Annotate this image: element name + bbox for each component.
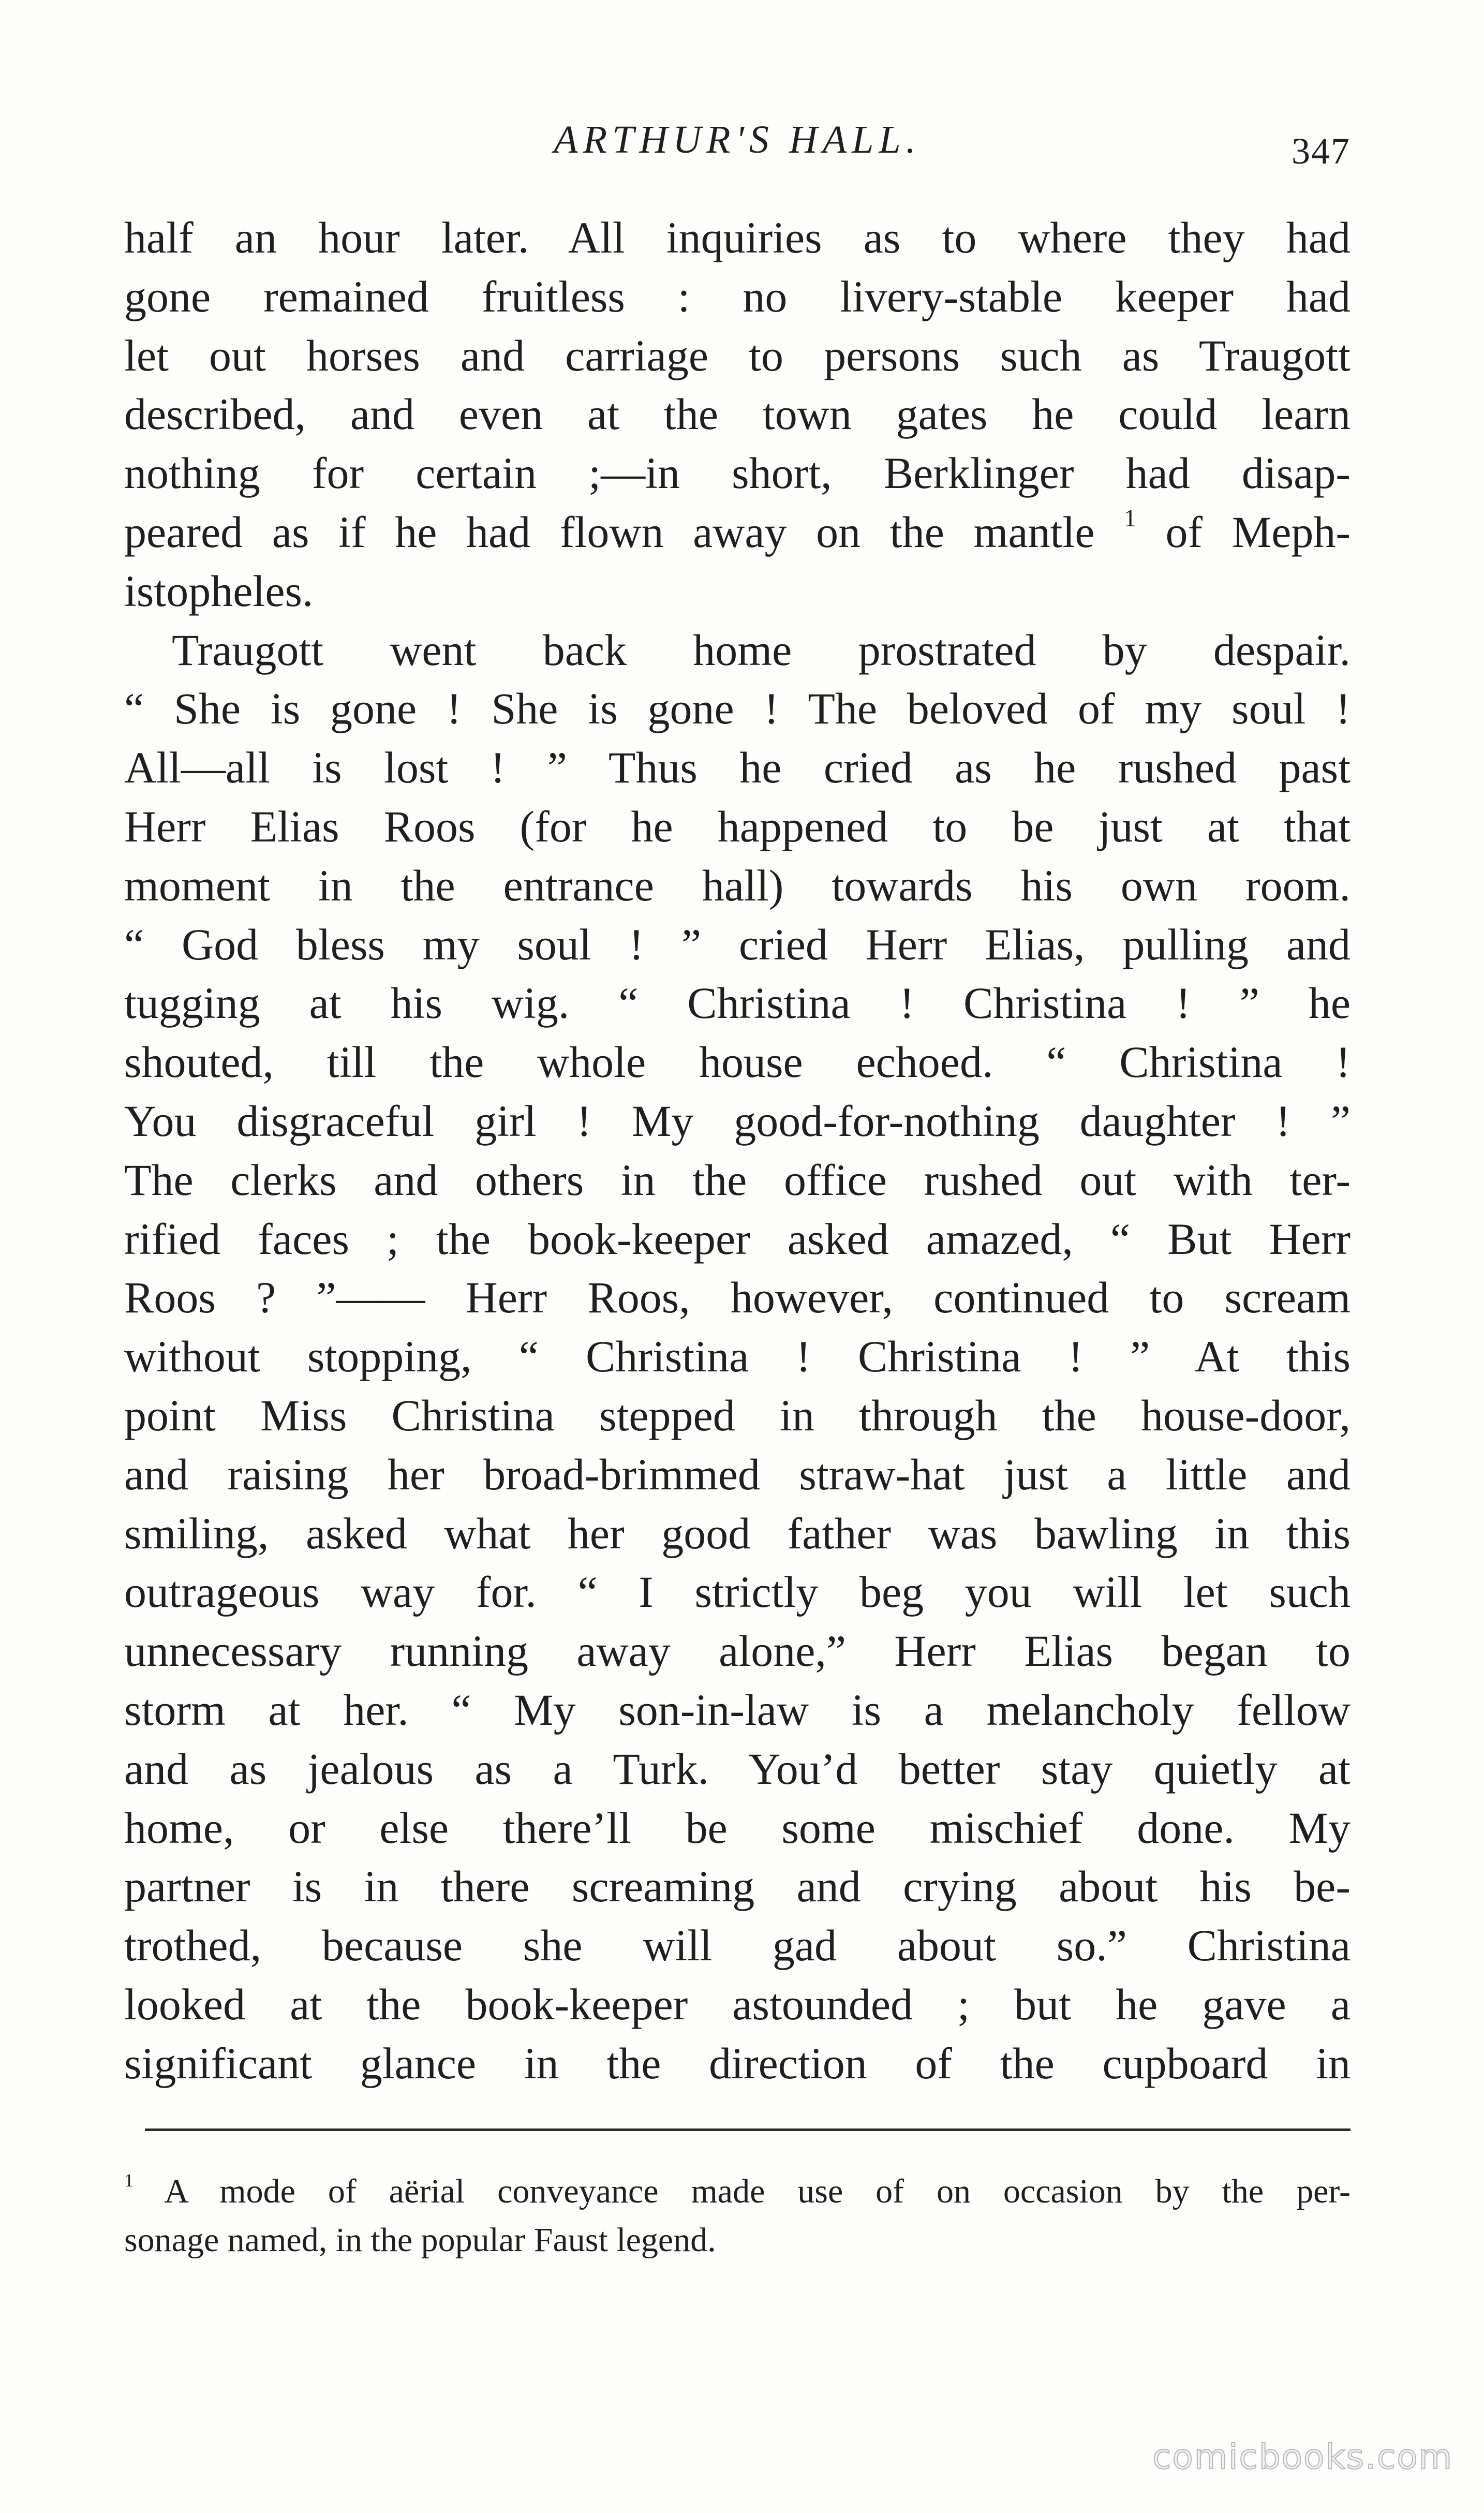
text-line: “ She is gone ! She is gone ! The beloved of my soul ! [124, 684, 1351, 734]
text-line: Roos ? ”—— Herr Roos, however, continued to scream [124, 1273, 1351, 1323]
text-line: without stopping, “ Christina ! Christina ! ” At this [124, 1332, 1351, 1382]
text-line: home, or else there’ll be some mischief done. My [124, 1802, 1351, 1853]
footnote-marker: 1 [124, 2170, 134, 2191]
text-line: half an hour later. All inquiries as to where they had [124, 213, 1351, 262]
text-line: tugging at his wig. “ Christina ! Christina ! ” he [124, 978, 1351, 1028]
text-line: point Miss Christina stepped in through the house-door, [124, 1390, 1351, 1440]
text-line: nothing for certain ;—in short, Berklinger had disap- [124, 448, 1351, 498]
text-line: significant glance in the direction of the cupboard in [124, 2038, 1351, 2088]
text-line: storm at her. “ My son-in-law is a melancholy fellow [124, 1684, 1351, 1735]
text-line: The clerks and others in the office rushed out with ter- [124, 1155, 1351, 1205]
text-line: partner is in there screaming and crying about his be- [124, 1861, 1351, 1912]
footnote-text: A mode of aërial conveyance made use of on occasion by the per- [133, 2172, 1351, 2210]
text-line-head: peared as if he had flown away on the mantle [124, 507, 1095, 557]
text-line: looked at the book-keeper astounded ; but he gave a [124, 1979, 1351, 2029]
text-line: unnecessary running away alone,” Herr Elias began to [124, 1626, 1351, 1676]
running-title: ARTHUR'S HALL. [554, 118, 921, 161]
text-line: Herr Elias Roos (for he happened to be just at that [124, 801, 1351, 851]
body-text [124, 209, 1351, 2093]
text-line: let out horses and carriage to persons such as Traugott [124, 330, 1351, 380]
running-head [124, 111, 1351, 172]
text-line: gone remained fruitless : no livery-stable keeper had [124, 271, 1351, 321]
text-line: All—all is lost ! ” Thus he cried as he rushed past [124, 743, 1351, 793]
text-line: “ God bless my soul ! ” cried Herr Elias, pulling and [124, 919, 1351, 969]
text-line-tail: of Meph- [1136, 507, 1351, 557]
text-line: and as jealous as a Turk. You’d better stay quietly at [124, 1743, 1351, 1794]
text-line: outrageous way for. “ I strictly beg you will let such [124, 1567, 1351, 1617]
footnote-reference: 1 [1124, 505, 1136, 532]
text-line: istopheles. [124, 566, 314, 616]
text-line: trothed, because she will gad about so.” Christina [124, 1920, 1351, 1971]
text-line-with-footnote-ref [124, 503, 1351, 562]
text-line: shouted, till the whole house echoed. “ Christina ! [124, 1037, 1351, 1087]
watermark: comicbooks.com [1152, 2437, 1453, 2477]
text-line: rified faces ; the book-keeper asked amazed, “ But Herr [124, 1214, 1351, 1264]
footnote-line: sonage named, in the popular Faust legend. [124, 2221, 716, 2259]
paragraph-first-line: Traugott went back home prostrated by despair. [172, 625, 1351, 675]
text-line: and raising her broad-brimmed straw-hat just a little and [124, 1449, 1351, 1499]
text-line: moment in the entrance hall) towards his own room. [124, 860, 1351, 910]
footnotes [124, 2167, 1351, 2265]
text-line: smiling, asked what her good father was bawling in this [124, 1508, 1351, 1558]
footnote-divider [145, 2128, 1351, 2131]
footnote-line [124, 2167, 1351, 2216]
text-line: You disgraceful girl ! My good-for-nothing daughter ! ” [124, 1096, 1351, 1146]
text-line: described, and even at the town gates he could learn [124, 389, 1351, 439]
page-number: 347 [1292, 130, 1351, 172]
